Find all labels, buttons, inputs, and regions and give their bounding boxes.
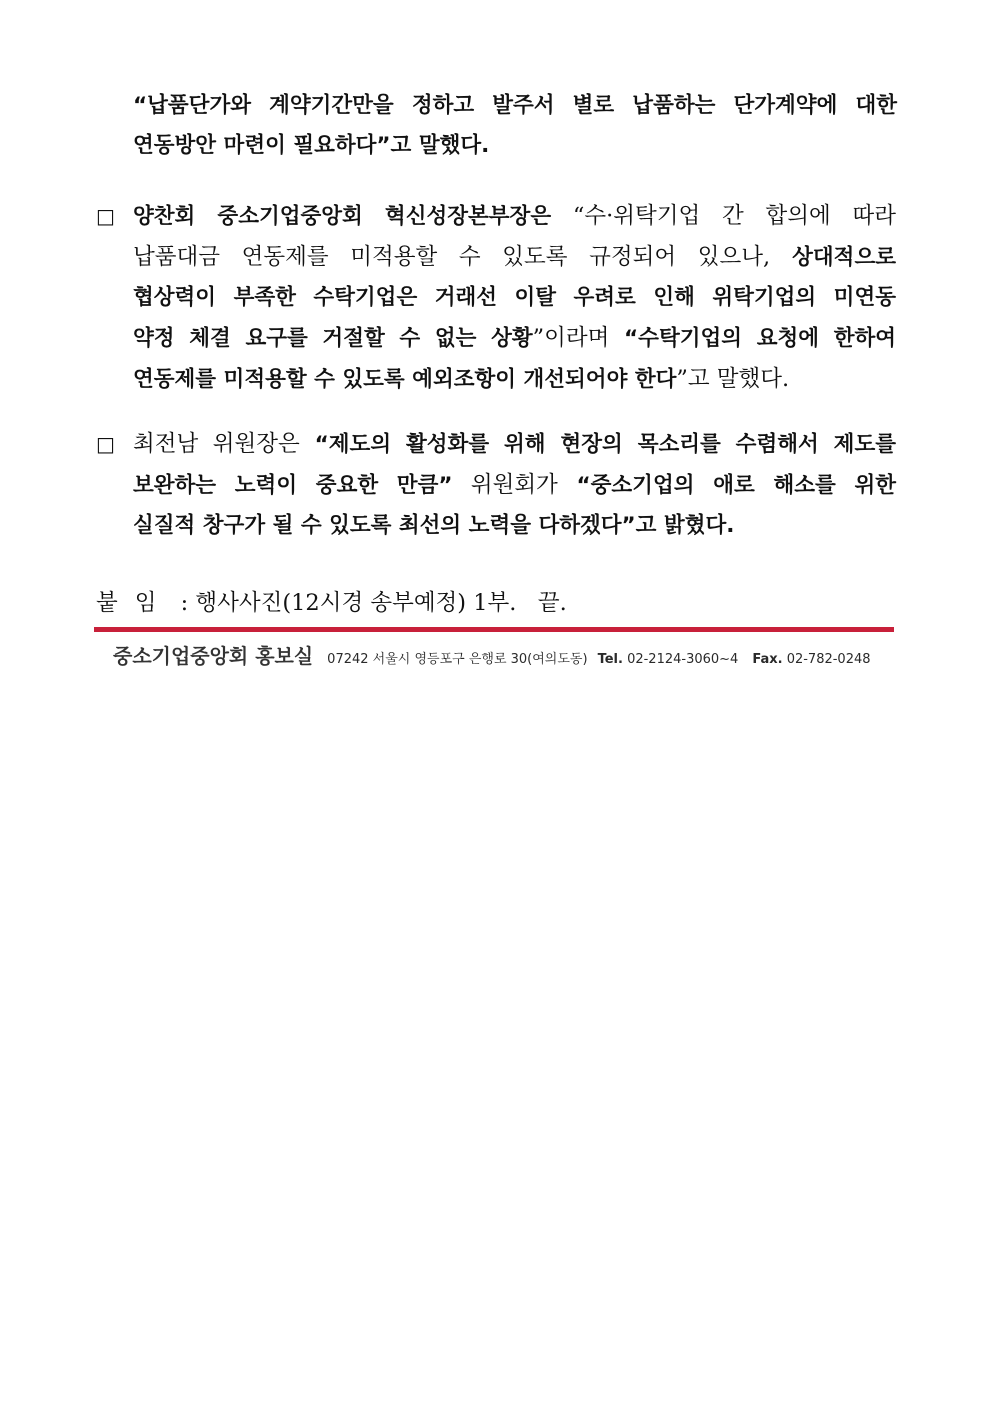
item2-line-3: 실질적 창구가 될 수 있도록 최선의 노력을 다하겠다”고 밝혔다. [133,513,735,538]
footer [113,640,893,669]
list-item-text [133,196,896,400]
item1-line-5: 연동제를 미적용할 수 있도록 예외조항이 개선되어야 한다”고 말했다. [133,366,790,392]
list-item [96,424,896,546]
checkbox-bullet-icon: □ [96,432,115,456]
intro-line-1: “납품단가와 계약기간만을 정하고 발주서 별로 납품하는 단가계약에 대한 [133,93,897,118]
item1-line-1: 양찬회 중소기업중앙회 혁신성장본부장은 “수·위탁기업 간 합의에 따라 [133,203,896,229]
tel-label: Tel. [597,652,623,667]
list-item-text [133,424,896,546]
footer-address: 07242 서울시 영등포구 은행로 30(여의도동) [327,652,588,667]
fax-label: Fax. [752,652,783,667]
footer-organization: 중소기업중앙회 홍보실 [113,644,314,668]
attachment-separator: : [173,590,196,616]
item1-line-3: 협상력이 부족한 수탁기업은 거래선 이탈 우려로 인해 위탁기업의 미연동 [133,285,896,310]
item2-line-1: 최전남 위원장은 “제도의 활성화를 위해 현장의 목소리를 수렴해서 제도를 [133,431,896,457]
intro-line-2: 연동방안 마련이 필요하다”고 말했다. [133,133,490,158]
checkbox-bullet-icon: □ [96,204,115,228]
item1-line-2: 납품대금 연동제를 미적용할 수 있도록 규정되어 있으나, 상대적으로 [133,244,896,270]
footer-fax [752,652,870,667]
footer-divider [94,627,894,632]
tel-value: 02-2124-3060~4 [627,652,739,667]
list-item [96,196,896,400]
end-mark: 끝. [537,590,567,616]
attachment-line [96,583,896,623]
intro-paragraph [133,86,897,166]
footer-tel [598,652,739,667]
attachment-label: 붙임 [96,590,174,616]
attachment-content: 행사사진(12시경 송부예정) 1부. [195,590,517,616]
fax-value: 02-782-0248 [786,652,871,667]
item1-line-4: 약정 체결 요구를 거절할 수 없는 상황”이라며 “수탁기업의 요청에 한하여 [133,325,896,351]
item2-line-2: 보완하는 노력이 중요한 만큼” 위원회가 “중소기업의 애로 해소를 위한 [133,472,896,498]
